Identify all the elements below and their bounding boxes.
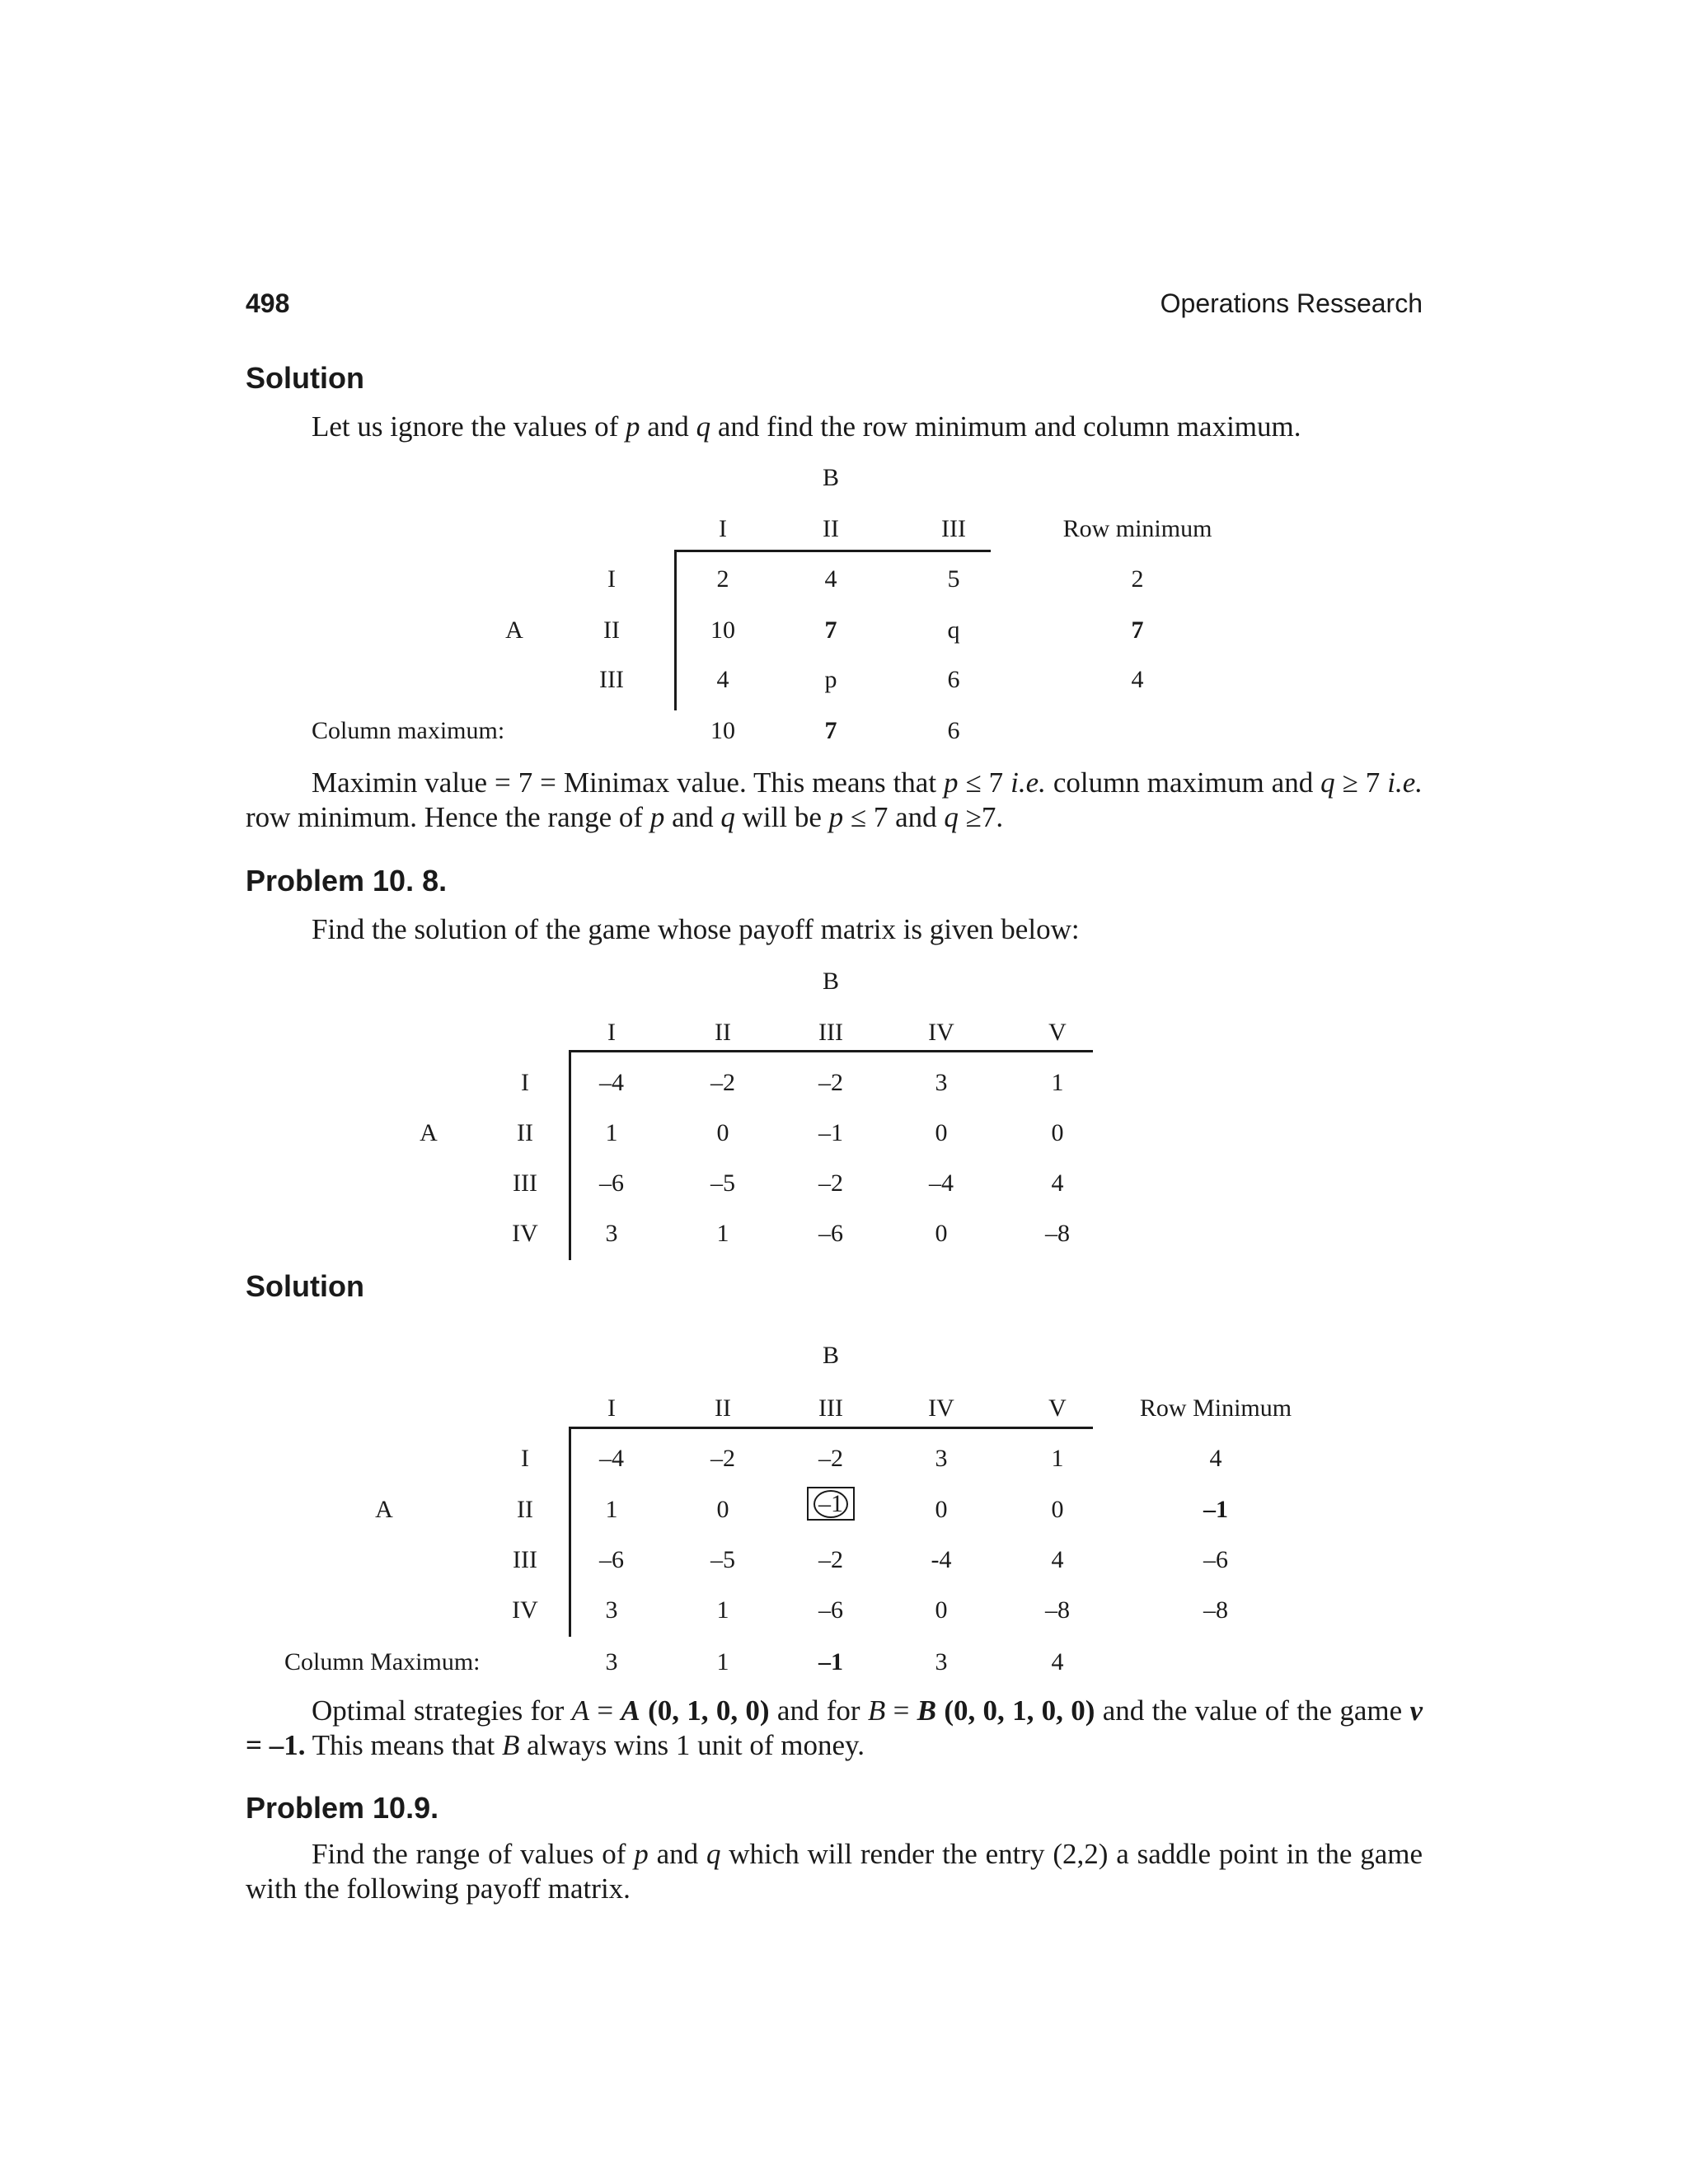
- solution-intro: Let us ignore the values of p and q and find the row minimum and column maximum.: [312, 410, 1301, 443]
- row-label: III: [513, 1169, 537, 1197]
- row-label: I: [521, 1445, 529, 1472]
- table-cell: -4: [931, 1546, 952, 1573]
- solution-conclusion-1: Maximin value = 7 = Minimax value. This means that p ≤ 7 i.e. column maximum and q ≥ 7 i.e. row minimum. Hence the range of p and q will be p ≤ 7 and q ≥7.: [246, 766, 1423, 833]
- table-cell: –2: [818, 1445, 843, 1472]
- saddle-point-value: –1: [814, 1490, 848, 1518]
- col-header: V: [1048, 1394, 1067, 1422]
- table-cell: q: [947, 616, 960, 644]
- table-cell: 1: [1051, 1069, 1064, 1096]
- table-cell: 4: [1051, 1546, 1064, 1573]
- table-cell: –1: [818, 1119, 843, 1146]
- row-minimum: –1: [1203, 1496, 1228, 1523]
- player-a-label: A: [420, 1119, 438, 1146]
- row-minimum: 4: [1131, 666, 1144, 693]
- table-left-rule: [674, 550, 677, 710]
- table-cell: 0: [1051, 1496, 1064, 1523]
- table-cell: 3: [935, 1445, 948, 1472]
- row-label: IV: [512, 1220, 538, 1247]
- saddle-point-cell: [807, 1490, 855, 1518]
- table-top-rule: [569, 1050, 1093, 1052]
- table-top-rule: [569, 1427, 1093, 1429]
- player-b-label: B: [822, 1342, 840, 1369]
- table-cell: 2: [716, 565, 729, 593]
- table-cell: –8: [1045, 1596, 1070, 1624]
- table-cell: –6: [818, 1596, 843, 1624]
- column-maximum: 4: [1051, 1648, 1064, 1675]
- problem-10-9-heading: Problem 10.9.: [246, 1791, 439, 1825]
- table-cell: 0: [716, 1119, 729, 1146]
- table-cell: 1: [1051, 1445, 1064, 1472]
- col-header: IV: [928, 1019, 954, 1046]
- column-maximum: 1: [716, 1648, 729, 1675]
- problem-10-8-heading: Problem 10. 8.: [246, 864, 448, 898]
- table-left-rule: [569, 1427, 571, 1637]
- table-cell: 3: [935, 1069, 948, 1096]
- table-top-rule: [674, 550, 991, 552]
- running-head: Operations Ressearch: [1160, 288, 1423, 318]
- row-label: II: [517, 1496, 533, 1523]
- table-cell: 3: [605, 1220, 618, 1247]
- player-b-label: B: [822, 464, 840, 491]
- table-cell: 0: [935, 1596, 948, 1624]
- table-cell: 7: [824, 616, 837, 644]
- table-cell: 0: [935, 1496, 948, 1523]
- solution-heading-1: Solution: [246, 361, 364, 395]
- table-cell: –2: [710, 1445, 735, 1472]
- col-header: I: [607, 1394, 616, 1422]
- col-header: III: [818, 1019, 843, 1046]
- table-cell: p: [824, 666, 837, 693]
- rowmin-header: Row minimum: [1062, 515, 1212, 542]
- table-cell: 0: [716, 1496, 729, 1523]
- table-cell: 1: [605, 1496, 618, 1523]
- table-cell: –4: [599, 1445, 624, 1472]
- row-label: I: [607, 565, 616, 593]
- col-header: II: [823, 515, 839, 542]
- column-maximum-label: Column Maximum:: [284, 1648, 481, 1675]
- page-number: 498: [246, 288, 290, 318]
- row-label: II: [603, 616, 620, 644]
- row-minimum: –6: [1203, 1546, 1228, 1573]
- row-minimum: 4: [1209, 1445, 1222, 1472]
- table-cell: –2: [710, 1069, 735, 1096]
- table-cell: 3: [605, 1596, 618, 1624]
- row-label: II: [517, 1119, 533, 1146]
- table-cell: 4: [1051, 1169, 1064, 1197]
- col-header: I: [607, 1019, 616, 1046]
- table-cell: –2: [818, 1169, 843, 1197]
- row-label: IV: [512, 1596, 538, 1624]
- player-a-label: A: [375, 1496, 393, 1523]
- col-header: V: [1048, 1019, 1067, 1046]
- table-cell: –6: [818, 1220, 843, 1247]
- rowmin-header: Row Minimum: [1139, 1394, 1292, 1422]
- table-cell: 4: [716, 666, 729, 693]
- col-header: I: [719, 515, 727, 542]
- row-label: I: [521, 1069, 529, 1096]
- table-cell: –5: [710, 1546, 735, 1573]
- column-maximum: 3: [605, 1648, 618, 1675]
- row-minimum: 7: [1131, 616, 1144, 644]
- table-cell: 5: [947, 565, 960, 593]
- player-a-label: A: [505, 616, 523, 644]
- solution-heading-2: Solution: [246, 1269, 364, 1303]
- col-header: III: [941, 515, 966, 542]
- table-cell: 1: [716, 1220, 729, 1247]
- col-header: IV: [928, 1394, 954, 1422]
- table-cell: 10: [710, 616, 735, 644]
- table-cell: –2: [818, 1069, 843, 1096]
- column-maximum: –1: [818, 1648, 843, 1675]
- col-header: II: [715, 1019, 731, 1046]
- table-cell: 0: [1051, 1119, 1064, 1146]
- row-minimum: –8: [1203, 1596, 1228, 1624]
- problem-10-8-statement: Find the solution of the game whose payoff matrix is given below:: [312, 913, 1080, 945]
- row-label: III: [599, 666, 624, 693]
- table-left-rule: [569, 1050, 571, 1260]
- table-cell: 0: [935, 1220, 948, 1247]
- table-cell: 0: [935, 1119, 948, 1146]
- table-cell: –8: [1045, 1220, 1070, 1247]
- table-cell: 4: [824, 565, 837, 593]
- player-b-label: B: [822, 968, 840, 995]
- column-maximum: 7: [824, 717, 837, 744]
- table-cell: 6: [947, 666, 960, 693]
- problem-10-9-statement: Find the range of values of p and q which will render the entry (2,2) a saddle point in the game with the following payoff matrix.: [246, 1838, 1423, 1905]
- column-maximum: 10: [710, 717, 735, 744]
- column-maximum: 3: [935, 1648, 948, 1675]
- table-cell: –2: [818, 1546, 843, 1573]
- table-cell: –5: [710, 1169, 735, 1197]
- table-cell: –6: [599, 1546, 624, 1573]
- column-maximum: 6: [947, 717, 960, 744]
- table-cell: 1: [605, 1119, 618, 1146]
- column-maximum-label: Column maximum:: [312, 717, 505, 744]
- row-label: III: [513, 1546, 537, 1573]
- solution-conclusion-2: Optimal strategies for A = A (0, 1, 0, 0) and for B = B (0, 0, 1, 0, 0) and the value of the game v = –1. This means that B always wins 1 unit of money.: [246, 1694, 1423, 1761]
- row-minimum: 2: [1131, 565, 1144, 593]
- col-header: III: [818, 1394, 843, 1422]
- table-cell: –4: [929, 1169, 954, 1197]
- table-cell: –4: [599, 1069, 624, 1096]
- table-cell: 1: [716, 1596, 729, 1624]
- col-header: II: [715, 1394, 731, 1422]
- table-cell: –6: [599, 1169, 624, 1197]
